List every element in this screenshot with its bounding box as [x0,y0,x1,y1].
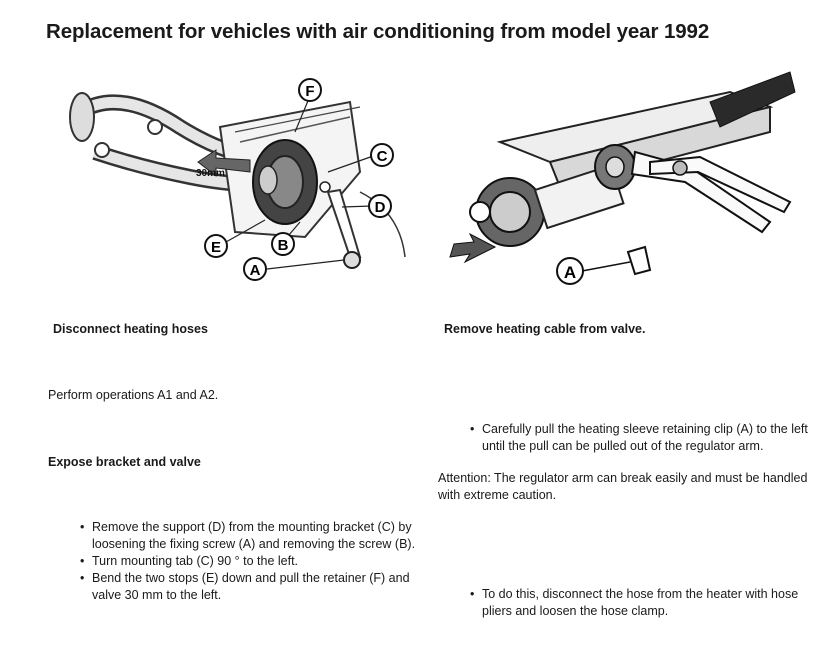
heading-expose-bracket: Expose bracket and valve [48,455,201,469]
measure-label: 30mm [196,168,225,179]
list-item: • To do this, disconnect the hose from the heater with hose pliers and loosen the hose clamp. [470,586,810,620]
flange [70,93,94,141]
regulator-core [490,192,530,232]
heading-disconnect-hoses: Disconnect heating hoses [53,322,208,336]
left-figure [60,72,420,294]
hose-clamp [148,120,162,134]
hose-steps-list [470,586,810,620]
page-title: Replacement for vehicles with air conditioning from model year 1992 [46,20,710,43]
svg-text:C: C [376,148,388,165]
label-f [299,79,321,101]
label-c [371,144,393,166]
svg-text:B: B [277,237,289,254]
label-a-right [557,258,583,284]
bracket-steps-list [80,519,420,604]
svg-text:D: D [374,199,386,216]
svg-text:E: E [210,239,222,256]
label-b [272,233,294,255]
screw-a [344,252,360,268]
label-a [244,258,266,280]
valve-port [259,166,277,194]
svg-text:F: F [305,83,315,100]
label-e [205,235,227,257]
callout-line [582,262,630,271]
callout-line [267,260,344,269]
callout-line [342,206,372,207]
cable-steps-list [470,421,818,455]
retaining-clip [628,247,650,274]
pliers-pivot [673,161,687,175]
attention-note: Attention: The regulator arm can break easily and must be handled with extreme caution. [438,471,808,502]
support-arm [328,190,360,257]
list-item: • Remove the support (D) from the mounting bracket (C) by loosening the fixing screw (A) and removing the screw (B). [80,519,420,553]
paragraph-operations: Perform operations A1 and A2. [48,388,219,402]
valve-cap [470,202,490,222]
hose-clamp-inner [606,157,624,177]
label-d [369,195,391,217]
fixing-screw [320,182,330,192]
list-item: • Carefully pull the heating sleeve retaining clip (A) to the left until the pull can be pulled out of the regulator arm. [470,421,818,455]
list-item: • Turn mounting tab (C) 90 ° to the left. [80,553,420,570]
heading-remove-cable: Remove heating cable from valve. [444,322,646,336]
list-item: • Bend the two stops (E) down and pull the retainer (F) and valve 30 mm to the left. [80,570,420,604]
right-figure [440,62,800,298]
hose-clamp [95,143,109,157]
svg-text:A: A [249,262,261,279]
svg-text:A: A [563,263,577,282]
